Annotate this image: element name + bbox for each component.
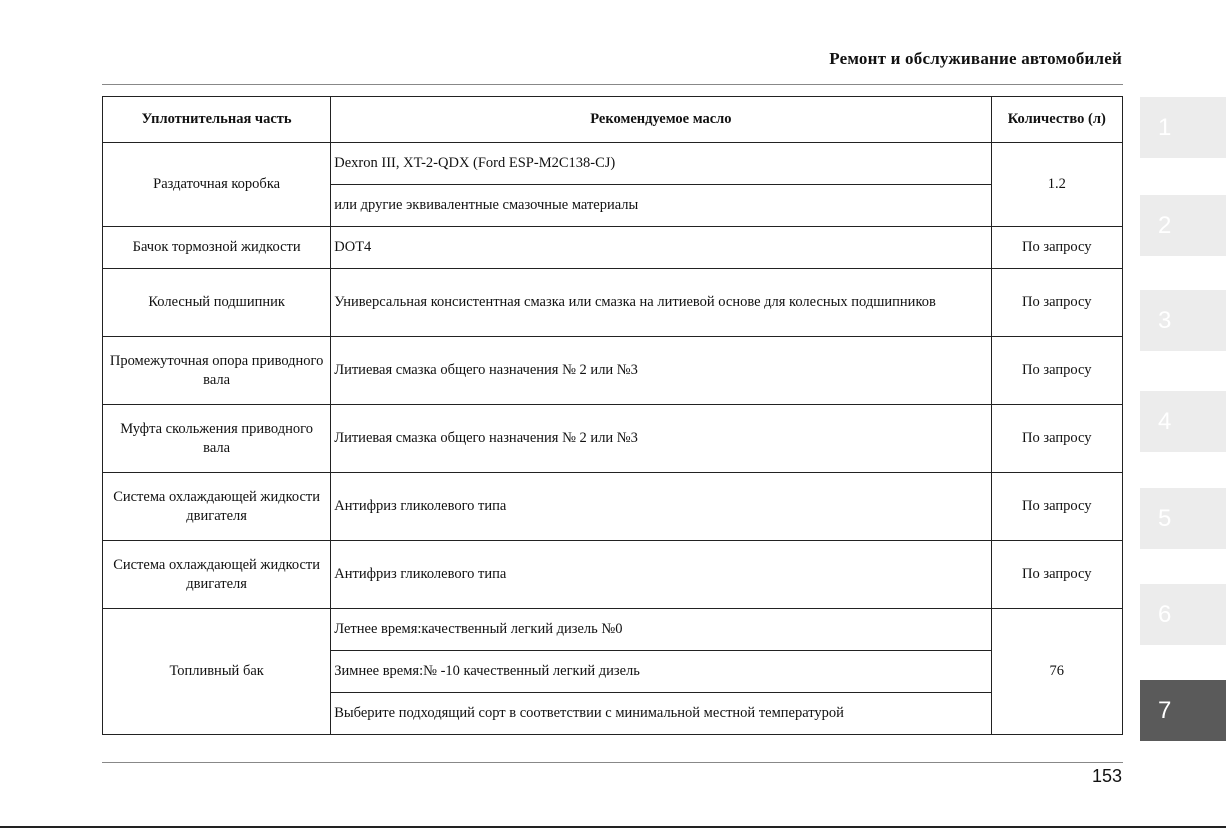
cell-quantity: По запросу xyxy=(991,405,1122,473)
cell-oil: Универсальная консистентная смазка или смазка на литиевой основе для колесных подшипников xyxy=(331,269,991,337)
cell-oil: DOT4 xyxy=(331,227,991,269)
table-row xyxy=(103,269,1123,337)
cell-oil: Литиевая смазка общего назначения № 2 или №3 xyxy=(331,405,991,473)
chapter-tab-7[interactable]: 7 xyxy=(1140,680,1226,741)
table-row xyxy=(103,473,1123,541)
table-row xyxy=(103,609,1123,651)
cell-quantity: По запросу xyxy=(991,227,1122,269)
cell-quantity: 1.2 xyxy=(991,143,1122,227)
chapter-tab-3[interactable]: 3 xyxy=(1140,290,1226,351)
table-row xyxy=(103,143,1123,185)
table-row xyxy=(103,337,1123,405)
chapter-tab-4[interactable]: 4 xyxy=(1140,391,1226,452)
column-header-part: Уплотнительная часть xyxy=(103,97,331,143)
cell-part: Колесный подшипник xyxy=(103,269,331,337)
header-divider xyxy=(102,84,1123,85)
cell-oil: Выберите подходящий сорт в соответствии с минимальной местной температурой xyxy=(331,693,991,735)
table-header-row xyxy=(103,97,1123,143)
page-bottom-edge xyxy=(0,826,1226,828)
cell-part: Бачок тормозной жидкости xyxy=(103,227,331,269)
cell-oil: Dexron III, XT-2-QDX (Ford ESP-M2C138-CJ) xyxy=(331,143,991,185)
column-header-quantity: Количество (л) xyxy=(991,97,1122,143)
chapter-tab-5[interactable]: 5 xyxy=(1140,488,1226,549)
column-header-oil: Рекомендуемое масло xyxy=(331,97,991,143)
cell-part: Промежуточная опора приводного вала xyxy=(103,337,331,405)
cell-part: Топливный бак xyxy=(103,609,331,735)
footer-divider xyxy=(102,762,1123,763)
cell-quantity: По запросу xyxy=(991,473,1122,541)
cell-part: Система охлаждающей жидкости двигателя xyxy=(103,473,331,541)
page-header-title: Ремонт и обслуживание автомобилей xyxy=(829,49,1122,68)
chapter-tab-2[interactable]: 2 xyxy=(1140,195,1226,256)
cell-part: Раздаточная коробка xyxy=(103,143,331,227)
cell-oil: Зимнее время:№ -10 качественный легкий дизель xyxy=(331,651,991,693)
cell-quantity: 76 xyxy=(991,609,1122,735)
table-row xyxy=(103,405,1123,473)
table-row xyxy=(103,227,1123,269)
cell-oil: Летнее время:качественный легкий дизель №0 xyxy=(331,609,991,651)
chapter-tab-6[interactable]: 6 xyxy=(1140,584,1226,645)
cell-quantity: По запросу xyxy=(991,269,1122,337)
cell-part: Муфта скольжения приводного вала xyxy=(103,405,331,473)
cell-oil: Антифриз гликолевого типа xyxy=(331,473,991,541)
cell-part: Система охлаждающей жидкости двигателя xyxy=(103,541,331,609)
table-row xyxy=(103,541,1123,609)
chapter-tab-1[interactable]: 1 xyxy=(1140,97,1226,158)
cell-oil: или другие эквивалентные смазочные материалы xyxy=(331,185,991,227)
cell-quantity: По запросу xyxy=(991,337,1122,405)
cell-quantity: По запросу xyxy=(991,541,1122,609)
cell-oil: Литиевая смазка общего назначения № 2 или №3 xyxy=(331,337,991,405)
page-number: 153 xyxy=(1091,766,1122,786)
cell-oil: Антифриз гликолевого типа xyxy=(331,541,991,609)
lubricants-table xyxy=(102,96,1123,735)
